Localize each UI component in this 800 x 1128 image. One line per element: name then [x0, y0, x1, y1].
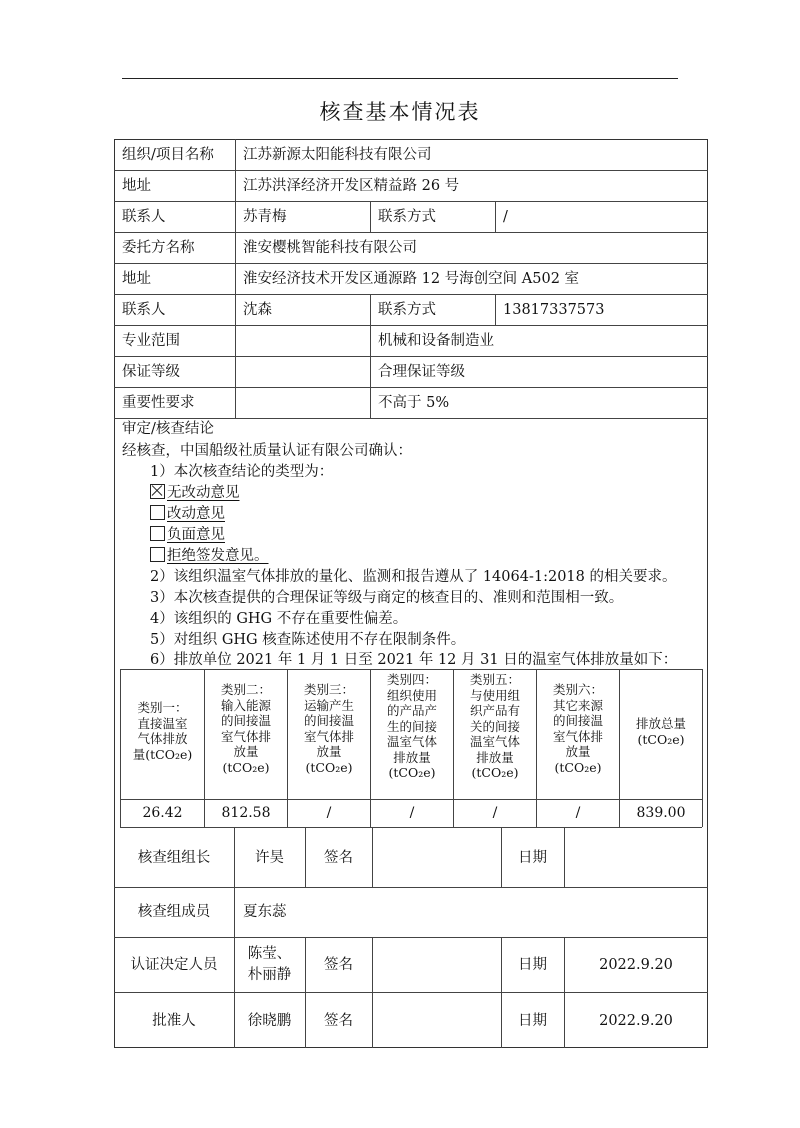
option-negative[interactable] — [150, 526, 225, 544]
client-address-label: 地址 — [122, 271, 151, 287]
emissions-mid — [120, 799, 702, 800]
row-divider — [114, 294, 708, 295]
col-divider — [495, 201, 496, 232]
signoff-col — [305, 937, 306, 1048]
client-name-label: 委托方名称 — [122, 240, 195, 256]
emissions-header-cat2: 类别二： 输入能源 的间接温 室气体排 放量 (tCO₂e) — [220, 682, 271, 775]
decision-name-1: 陈莹、 — [247, 946, 292, 962]
conclusion-item-5: 5）对组织 GHG 核查陈述使用不存在限制条件。 — [150, 632, 466, 648]
row-divider — [114, 418, 708, 419]
signoff-col — [501, 937, 502, 1048]
row-divider — [114, 263, 708, 264]
approver-label: 批准人 — [152, 1013, 196, 1029]
option-label: 改动意见 — [167, 506, 225, 522]
row-divider — [114, 325, 708, 326]
leader-sign-label: 签名 — [324, 850, 353, 866]
option-label: 负面意见 — [167, 527, 225, 543]
emissions-header-cat1: 类别一： 直接温室 气体排放 量(tCO₂e) — [132, 700, 193, 762]
decision-date-label: 日期 — [518, 957, 547, 973]
page-title: 核查基本情况表 — [319, 100, 481, 124]
emissions-col — [702, 669, 703, 827]
org-name-label: 组织/项目名称 — [122, 147, 214, 163]
checkbox-icon[interactable] — [150, 547, 165, 562]
client-name-value: 淮安樱桃智能科技有限公司 — [243, 240, 417, 256]
org-address-value: 江苏洪泽经济开发区精益路 26 号 — [243, 178, 460, 194]
row-divider — [114, 170, 708, 171]
checkbox-icon[interactable] — [150, 526, 165, 541]
assurance-label: 保证等级 — [122, 364, 180, 380]
option-no-change[interactable] — [150, 484, 240, 502]
option-refuse[interactable] — [150, 547, 269, 565]
col-divider — [495, 294, 496, 325]
org-contact-label: 联系人 — [122, 209, 166, 225]
approver-date-label: 日期 — [518, 1013, 547, 1029]
emissions-value-cat3: / — [326, 805, 332, 821]
emissions-value-cat1: 26.42 — [142, 805, 183, 821]
org-method-value: / — [503, 209, 508, 225]
decision-sign-label: 签名 — [324, 957, 353, 973]
decision-name-2: 朴丽静 — [247, 967, 292, 983]
leader-date-label: 日期 — [518, 850, 547, 866]
conclusion-item-4: 4）该组织的 GHG 不存在重要性偏差。 — [150, 611, 408, 627]
conclusion-item-3: 3）本次核查提供的合理保证等级与商定的核查目的、准则和范围相一致。 — [150, 590, 624, 606]
emissions-bottom — [120, 827, 702, 828]
signoff-divider — [114, 992, 708, 993]
row-divider — [114, 387, 708, 388]
row-divider — [114, 232, 708, 233]
approver-date-value: 2022.9.20 — [599, 1013, 673, 1029]
client-contact-label: 联系人 — [122, 302, 166, 318]
row-divider — [114, 201, 708, 202]
emissions-header-cat3: 类别三： 运输产生 的间接温 室气体排 放量 (tCO₂e) — [303, 682, 354, 775]
materiality-label: 重要性要求 — [122, 395, 195, 411]
assurance-value: 合理保证等级 — [378, 364, 465, 380]
scope-label: 专业范围 — [122, 333, 180, 349]
approver-sign-label: 签名 — [324, 1013, 353, 1029]
top-rule — [122, 78, 678, 79]
emissions-header-total: 排放总量 (tCO₂e) — [635, 716, 686, 747]
client-method-label: 联系方式 — [378, 302, 436, 318]
org-address-label: 地址 — [122, 178, 151, 194]
conclusion-intro: 经核查，中国船级社质量认证有限公司确认： — [122, 443, 412, 459]
emissions-header-cat4: 类别四： 组织使用 的产品产 生的间接 温室气体 排放量 (tCO₂e) — [386, 672, 437, 780]
col-divider — [370, 201, 371, 232]
emissions-value-cat2: 812.58 — [221, 805, 271, 821]
decision-date-value: 2022.9.20 — [599, 957, 673, 973]
client-contact-value: 沈森 — [243, 302, 272, 318]
row-divider — [114, 356, 708, 357]
client-method-value: 13817337573 — [503, 302, 605, 318]
signoff-divider — [114, 887, 708, 888]
emissions-value-total: 839.00 — [636, 805, 686, 821]
emissions-header-cat6: 类别六： 其它来源 的间接温 室气体排 放量 (tCO₂e) — [552, 682, 603, 775]
decision-label: 认证决定人员 — [130, 957, 218, 973]
org-method-label: 联系方式 — [378, 209, 436, 225]
leader-name: 许昊 — [255, 850, 284, 866]
client-address-value: 淮安经济技术开发区通源路 12 号海创空间 A502 室 — [243, 271, 580, 287]
signoff-col — [564, 827, 565, 887]
checkbox-icon[interactable] — [150, 505, 165, 520]
conclusion-item-1: 1）本次核查结论的类型为： — [150, 464, 334, 480]
option-change[interactable] — [150, 505, 225, 523]
emissions-top — [120, 669, 702, 670]
members-label: 核查组成员 — [137, 904, 211, 920]
emissions-value-cat6: / — [575, 805, 581, 821]
option-label: 拒绝签发意见。 — [167, 548, 269, 564]
emissions-value-cat5: / — [492, 805, 498, 821]
signoff-col — [372, 827, 373, 887]
conclusion-heading: 审定/核查结论 — [122, 421, 214, 437]
option-label: 无改动意见 — [167, 485, 240, 501]
signoff-divider — [114, 937, 708, 938]
approver-name: 徐晓鹏 — [247, 1013, 292, 1029]
checked-box-icon[interactable] — [150, 484, 165, 499]
org-name-value: 江苏新源太阳能科技有限公司 — [243, 147, 432, 163]
col-divider — [235, 139, 236, 418]
org-contact-value: 苏青梅 — [243, 209, 287, 225]
emissions-header-cat5: 类别五： 与使用组 织产品有 关的间接 温室气体 排放量 (tCO₂e) — [469, 672, 520, 780]
signoff-col — [564, 937, 565, 1048]
scope-value: 机械和设备制造业 — [378, 333, 494, 349]
conclusion-item-2: 2）该组织温室气体排放的量化、监测和报告遵从了 14064-1:2018 的相关要求。 — [150, 569, 677, 585]
emissions-value-cat4: / — [409, 805, 415, 821]
signoff-col — [372, 937, 373, 1048]
col-divider — [370, 294, 371, 418]
members-value: 夏东蕊 — [243, 904, 287, 920]
materiality-value: 不高于 5% — [378, 395, 450, 411]
emissions-col — [619, 669, 620, 827]
conclusion-item-6: 6）排放单位 2021 年 1 月 1 日至 2021 年 12 月 31 日的温室气体排放量如下： — [150, 652, 678, 668]
leader-label: 核查组组长 — [137, 850, 211, 866]
